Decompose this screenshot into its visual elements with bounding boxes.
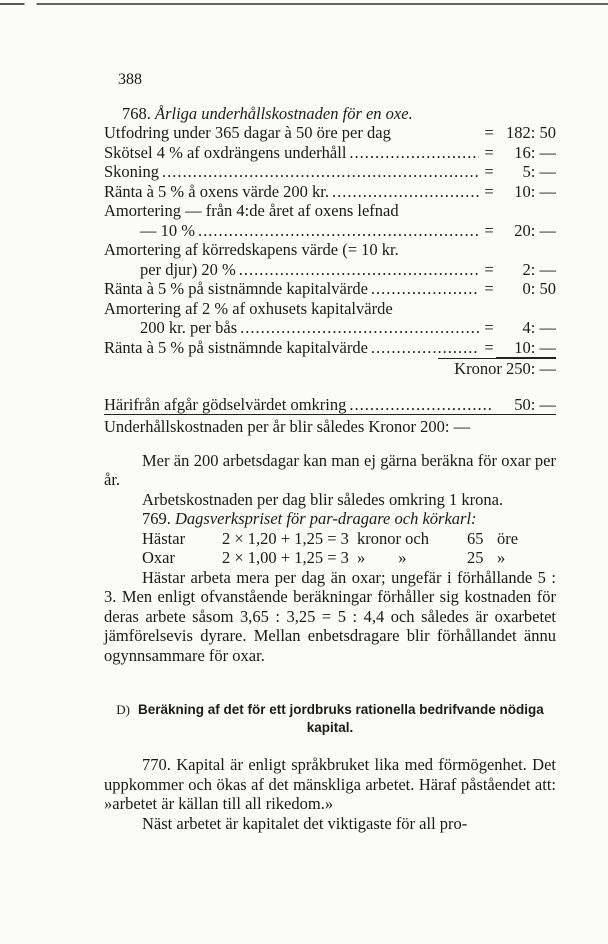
leader-dots — [371, 338, 479, 358]
section-768-number: 768. — [122, 103, 151, 123]
amortization-1-line-2: — 10 % — [140, 220, 195, 240]
section-d-title: Beräkning af det för ett jordbruks rationella bedrifvande nödiga kapital. — [137, 702, 544, 735]
calc-row — [104, 529, 556, 549]
section-d-heading — [104, 701, 556, 737]
cost-row-equals: = — [484, 220, 494, 240]
paragraph-770-continued: Näst arbetet är kapitalet det viktigaste för all pro- — [142, 813, 468, 833]
calc-ore: 65 — [467, 528, 484, 548]
cost-row-label: Ränta à 5 % på sistnämnde kapitalvärde — [104, 337, 368, 357]
cost-table — [104, 123, 556, 437]
cost-row — [104, 162, 556, 182]
cost-row-label: Skötsel 4 % af oxdrängens underhåll — [104, 142, 347, 162]
total-amount: Kronor 250: — — [438, 358, 556, 379]
cost-row-equals: = — [484, 259, 494, 279]
cost-row-equals: = — [484, 123, 494, 142]
cost-row — [104, 318, 556, 338]
cost-row-amount: 16: — — [514, 142, 556, 162]
section-769-title: Dagsverkspriset för par-dragare och körkarl: — [175, 509, 477, 528]
cost-row-equals: = — [484, 279, 494, 298]
cost-row-label: Skoning — [104, 162, 160, 181]
deduction-row — [104, 395, 556, 416]
cost-row-equals: = — [484, 181, 494, 201]
cost-row — [104, 221, 556, 241]
section-769-heading — [142, 509, 556, 529]
calc-ore-unit: » — [497, 548, 506, 567]
section-768-heading — [122, 104, 556, 124]
section-769-number: 769. — [142, 509, 171, 528]
page-number: 388 — [118, 71, 142, 88]
leader-dots — [240, 318, 479, 338]
cost-row-equals: = — [484, 142, 494, 162]
calc-unit: » » — [357, 548, 407, 567]
section-d-letter: D) — [116, 702, 130, 717]
cost-row-amount: 182: 50 — [506, 123, 556, 142]
cost-row-amount: 2: — — [522, 259, 556, 279]
deduction-label: Härifrån afgår gödselvärdet omkring — [104, 394, 347, 414]
cost-row — [104, 123, 556, 143]
leader-dots — [162, 162, 479, 182]
cost-row-label: Ränta à 5 % på sistnämnde kapitalvärde — [104, 279, 368, 298]
amortization-3-line-1: Amortering af 2 % af oxhusets kapitalvärde — [104, 298, 393, 318]
calc-formula: 2 × 1,00 + 1,25 = 3 — [222, 548, 349, 567]
scan-edge-line — [0, 3, 608, 5]
amortization-2-line-2: per djur) 20 % — [140, 259, 236, 279]
cost-row-amount: 0: 50 — [522, 279, 556, 298]
cost-row — [104, 260, 556, 280]
paragraph-workdays: Mer än 200 arbetsdagar kan man ej gärna beräkna för oxar per år. — [104, 450, 556, 489]
calc-unit: kronor och — [357, 528, 429, 548]
leader-dots — [349, 395, 493, 415]
calc-ore-unit: öre — [497, 528, 519, 548]
cost-row — [104, 279, 556, 299]
cost-row — [104, 143, 556, 163]
total-row — [104, 358, 556, 379]
paragraph-769: Hästar arbeta mera per dag än oxar; ungefär i förhållande 5 : 3. Men enligt ofvanstående beräkningar förhåller sig kostnaden för deras arbete såsom 3,65 : 3,25 = 5 : 4,4 och således är oxarbetet jämförelsevis dyrare. Mellan enbetsdragare blir förhållandet ännu ogynnsammare för oxar. — [104, 567, 556, 665]
paragraph-770: 770. Kapital är enligt språkbruket lika med förmögenhet. Det uppkommer och ökas af det mänskliga arbetet. Häraf påståendet att: »arbetet är källan till all rikedom.» — [104, 755, 556, 813]
leader-dots — [239, 260, 479, 280]
cost-row-equals: = — [484, 337, 494, 357]
paragraph-daily-cost: Arbetskostnaden per dag blir således omkring 1 krona. — [142, 489, 504, 509]
amortization-2-line-1: Amortering af körredskapens värde (= 10 kr. — [104, 240, 399, 259]
cost-row-equals: = — [484, 318, 494, 337]
leader-dots — [332, 182, 479, 202]
leader-dots — [371, 279, 479, 299]
leader-dots — [198, 221, 479, 241]
cost-row-amount: 10: — — [514, 181, 556, 201]
calc-animal: Oxar — [142, 548, 175, 567]
book-page — [104, 70, 556, 833]
deduction-amount: 50: — — [514, 394, 556, 414]
cost-row-label: Ränta à 5 % å oxens värde 200 kr. — [104, 181, 329, 201]
cost-row-label: Utfodring under 365 dagar à 50 öre per dag — [104, 123, 391, 142]
calc-row — [104, 548, 556, 568]
cost-row-amount: 20: — — [514, 220, 556, 240]
net-cost-line: Underhållskostnaden per år blir således Kronor 200: — — [104, 417, 471, 436]
leader-dots — [349, 143, 479, 163]
section-768-title: Årliga underhållskostnaden för en oxe. — [155, 103, 413, 123]
amortization-3-line-2: 200 kr. per bås — [140, 318, 238, 337]
amortization-1-line-1: Amortering — från 4:de året af oxens lefnad — [104, 201, 399, 220]
cost-row-equals: = — [484, 162, 494, 181]
cost-row-amount: 5: — — [522, 162, 556, 181]
calc-animal: Hästar — [142, 528, 186, 548]
cost-row — [104, 338, 556, 359]
calc-ore: 25 — [467, 548, 484, 567]
cost-row-amount: 4: — — [522, 318, 556, 337]
cost-row-amount: 10: — — [496, 338, 556, 359]
calc-formula: 2 × 1,20 + 1,25 = 3 — [222, 528, 349, 548]
cost-row — [104, 182, 556, 202]
